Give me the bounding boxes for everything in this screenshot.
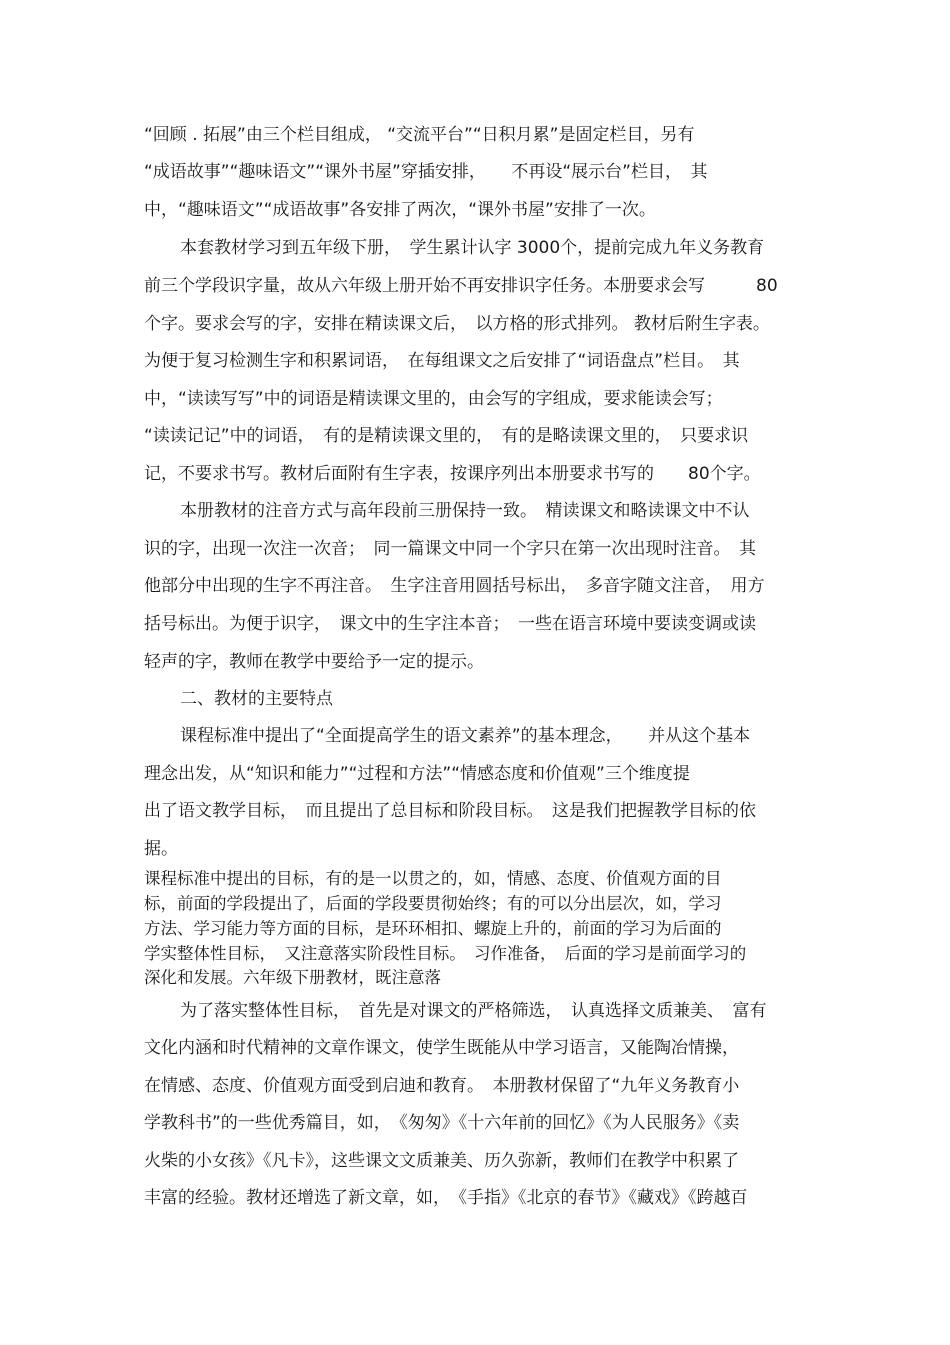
text-line-21: 课程标准中提出的目标，有的是一以贯之的，如，情感、态度、价值观方面的目 [144,869,722,888]
text-line-10: 记，不要求书写。教材后面附有生字表，按课序列出本册要求书写的 80个字。 [144,464,761,484]
text-line-6: 个字。要求会写的字，安排在精读课文后， 以方格的形式排列。 教材后附生字表。 [144,314,770,334]
text-line-8: 中，“读读写写”中的词语是精读课文里的，由会写的字组成，要求能读会写； [144,389,723,409]
text-line-11: 本册教材的注音方式与高年段前三册保持一致。 精读课文和略读课文中不认 [180,501,750,521]
text-line-17: 课程标准中提出了“全面提高学生的语文素养”的基本理念， 并从这个基本 [180,726,751,746]
text-line-4: 本套教材学习到五年级下册， 学生累计认字 3000个，提前完成九年义务教育 [180,238,765,258]
text-line-26: 为了落实整体性目标， 首先是对课文的严格筛选， 认真选择文质兼美、 富有 [180,1001,767,1021]
text-line-5: 前三个学段识字量，故从六年级上册开始不再安排识字任务。本册要求会写 80 [144,276,778,296]
text-line-1: “回顾 . 拓展”由三个栏目组成， “交流平台”“日积月累”是固定栏目，另有 [144,125,695,145]
text-line-20: 据。 [144,839,178,859]
text-line-15: 轻声的字，教师在教学中要给予一定的提示。 [144,652,484,672]
text-line-9: “读读记记”中的词语， 有的是精读课文里的， 有的是略读课文里的， 只要求识 [144,426,749,446]
text-line-30: 火柴的小女孩》《凡卡》，这些课文文质兼美、历久弥新，教师们在教学中积累了 [144,1151,739,1171]
section-heading: 二、教材的主要特点 [180,689,333,709]
text-line-12: 识的字，出现一次注一次音； 同一篇课文中同一个字只在第一次出现时注音。 其 [144,539,756,559]
text-line-27: 文化内涵和时代精神的文章作课文，使学生既能从中学习语言，又能陶冶情操， [144,1038,739,1058]
text-line-19: 出了语文教学目标， 而且提出了总目标和阶段目标。 这是我们把握教学目标的依 [144,801,756,821]
text-line-2: “成语故事”“趣味语文”“课外书屋”穿插安排， 不再设“展示台”栏目， 其 [144,162,708,182]
text-line-22: 标，前面的学段提出了，后面的学段要贯彻始终；有的可以分出层次，如，学习 [144,894,722,913]
text-line-23: 方法、学习能力等方面的目标，是环环相扣、螺旋上升的，前面的学习为后面的 [144,919,722,938]
text-line-25: 深化和发展。六年级下册教材，既注意落 [144,968,441,987]
text-line-31: 丰富的经验。教材还增选了新文章，如， 《手指》《北京的春节》《藏戏》《跨越百 [144,1188,748,1208]
text-line-29: 学教科书”的一些优秀篇目，如， 《匆匆》《十六年前的回忆》《为人民服务》《卖 [144,1113,740,1133]
text-line-13: 他部分中出现的生字不再注音。 生字注音用圆括号标出， 多音字随文注音， 用方 [144,576,765,596]
text-line-28: 在情感、态度、价值观方面受到启迪和教育。 本册教材保留了“九年义务教育小 [144,1076,740,1096]
text-line-18: 理念出发，从“知识和能力”“过程和方法”“情感态度和价值观”三个维度提 [144,764,690,784]
text-line-3: 中，“趣味语文”“成语故事”各安排了两次，“课外书屋”安排了一次。 [144,200,656,220]
text-line-7: 为便于复习检测生字和积累词语， 在每组课文之后安排了“词语盘点”栏目。 其 [144,351,740,371]
text-line-24: 学实整体性目标， 又注意落实阶段性目标。 习作准备， 后面的学习是前面学习的 [144,944,747,963]
text-line-14: 括号标出。为便于识字， 课文中的生字注本音； 一些在语言环境中要读变调或读 [144,614,756,634]
